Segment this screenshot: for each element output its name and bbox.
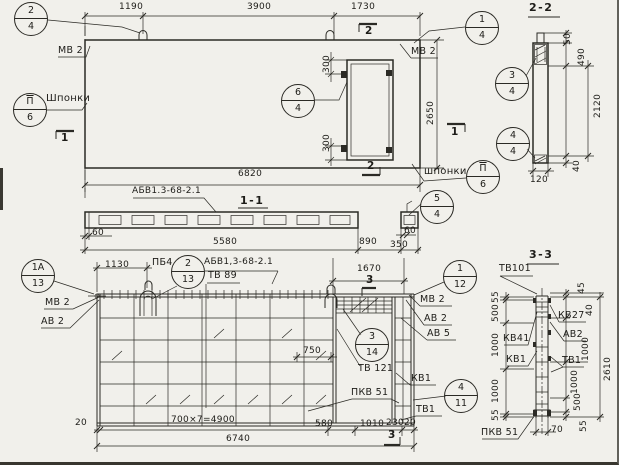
balloon-4-11-pos: 4: [445, 380, 477, 396]
dim-2610: 2610: [603, 356, 613, 381]
label-kv1-33: КВ1: [506, 354, 527, 365]
dim-33-right-1000a: 1000: [581, 336, 591, 361]
dim-6820: 6820: [238, 169, 263, 179]
balloon-6-4-sheet: 4: [294, 103, 302, 114]
balloon-3-14: [355, 328, 389, 362]
balloon-6-4: [281, 84, 315, 118]
balloon-1-4: [465, 11, 499, 45]
dim-120: 120: [530, 175, 549, 185]
balloon-p-6-left-pos: П: [14, 94, 46, 110]
dim-230: 230: [386, 418, 405, 428]
label-tv1-plan: ТВ1: [416, 404, 436, 415]
balloon-1-12-sheet: 12: [453, 279, 467, 290]
balloon-1a-13: [21, 259, 55, 293]
balloon-3-14-sheet: 14: [365, 347, 379, 358]
dim-3900: 3900: [247, 2, 272, 12]
label-kv27: КВ27: [558, 310, 585, 321]
balloon-1a-13-sheet: 13: [31, 278, 45, 289]
label-av2-plan-right: АВ 2: [424, 313, 448, 324]
section-mark-2-bottom: 2: [367, 160, 375, 172]
balloon-2-13-sheet: 13: [181, 274, 195, 285]
balloon-6-4-pos: 6: [282, 85, 314, 101]
balloon-p-6-left: [13, 93, 47, 127]
section-1-1-title: 1-1: [240, 194, 265, 207]
label-tv121: ТВ 121: [358, 363, 394, 374]
dim-2120: 2120: [593, 93, 603, 118]
dim-1190: 1190: [119, 2, 144, 12]
section-2-2-title: 2-2: [529, 1, 554, 14]
dim-1670: 1670: [357, 264, 382, 274]
balloon-4-4-pos: 4: [497, 128, 529, 144]
balloon-3-4-sheet: 4: [508, 86, 516, 97]
dim-40: 40: [572, 159, 582, 172]
balloon-5-4-pos: 5: [421, 191, 453, 207]
dim-4900: 700×7=4900: [171, 415, 235, 425]
dim-33-right-500: 500: [573, 392, 583, 411]
dim-33-left-1000a: 1000: [491, 332, 501, 357]
balloon-p-6-right: [466, 160, 500, 194]
balloon-2-13-pos: 2: [172, 256, 204, 272]
balloon-2-4-sheet: 4: [27, 21, 35, 32]
label-pkv51-plan: ПКВ 51: [351, 387, 389, 398]
dim-350: 350: [390, 240, 409, 250]
dim-60-right: 60: [404, 226, 417, 236]
label-mv2-left: МВ 2: [58, 45, 83, 56]
balloon-p-6-left-sheet: 6: [26, 112, 34, 123]
label-tv1-33: ТВ1: [562, 355, 582, 366]
dim-33-right-45: 45: [577, 281, 587, 294]
section-2-2: [526, 17, 594, 177]
balloon-1-12-pos: 1: [444, 261, 476, 277]
balloon-4-11-sheet: 11: [454, 398, 468, 409]
balloon-1-4-sheet: 4: [478, 30, 486, 41]
label-mv2-plan-right: МВ 2: [420, 294, 445, 305]
balloon-2-4-pos: 2: [15, 3, 47, 19]
label-tv101: ТВ101: [499, 263, 531, 274]
dim-1010: 1010: [360, 419, 385, 429]
dim-60-left: 60: [92, 228, 105, 238]
label-av2-plan-left: АВ 2: [41, 316, 65, 327]
balloon-4-11: [444, 379, 478, 413]
label-tv89: ТВ 89: [208, 270, 237, 281]
dim-300-bottom: 300: [322, 133, 332, 152]
label-pkv51-33: ПКВ 51: [481, 427, 519, 438]
balloon-3-4-pos: 3: [496, 68, 528, 84]
section-mark-1-left: 1: [61, 132, 69, 144]
label-mv2-right: МВ 2: [411, 46, 436, 57]
dim-300-top: 300: [322, 54, 332, 73]
dim-1730: 1730: [351, 2, 376, 12]
section-mark-3-bottom: 3: [388, 429, 396, 441]
section-mark-3-top: 3: [366, 274, 374, 286]
dim-70: 70: [551, 425, 564, 435]
dim-890: 890: [359, 237, 378, 247]
balloon-p-6-right-sheet: 6: [479, 179, 487, 190]
label-shponki-right: шпонки: [424, 166, 467, 177]
balloon-5-4: [420, 190, 454, 224]
dim-33-right-1000b: 1000: [570, 369, 580, 394]
label-av5: АВ 5: [427, 328, 451, 339]
balloon-3-14-pos: 3: [356, 329, 388, 345]
dim-2650: 2650: [426, 100, 436, 125]
label-product-code-plan: АБВ1,3-68-2.1: [204, 257, 273, 267]
balloon-3-4: [495, 67, 529, 101]
balloon-5-4-sheet: 4: [433, 209, 441, 220]
balloon-4-4: [496, 127, 530, 161]
dim-33-left-1000b: 1000: [491, 378, 501, 403]
balloon-4-4-sheet: 4: [509, 146, 517, 157]
dim-33-left-500: 500: [491, 303, 501, 322]
balloon-1-12: [443, 260, 477, 294]
label-product-code-top: АБВ1.3-68-2.1: [132, 186, 201, 196]
label-kv1-plan: КВ1: [411, 373, 432, 384]
dim-750: 750: [303, 346, 322, 356]
label-pb4: ПБ4: [152, 257, 173, 268]
section-mark-2-top: 2: [365, 25, 373, 37]
label-shponki-left: Шпонки: [46, 93, 91, 104]
dim-33-right-55: 55: [579, 419, 589, 432]
dim-20-right: 20: [404, 418, 417, 428]
dim-580: 580: [315, 419, 334, 429]
label-mv2-plan-left: МВ 2: [45, 297, 70, 308]
label-av2-33: АВ2: [563, 329, 583, 340]
dim-6740: 6740: [226, 434, 251, 444]
dim-20-left: 20: [75, 418, 88, 428]
section-mark-1-right: 1: [451, 126, 459, 138]
dim-490: 490: [577, 47, 587, 66]
dim-33-left-55b: 55: [491, 408, 501, 421]
section-3-3-title: 3-3: [529, 248, 554, 261]
balloon-1a-13-pos: 1А: [22, 260, 54, 276]
dim-33-left-55a: 55: [491, 290, 501, 303]
balloon-p-6-right-pos: П: [467, 161, 499, 177]
dim-5580: 5580: [213, 237, 238, 247]
dim-33-right-40: 40: [585, 303, 595, 316]
dim-50: 50: [563, 32, 573, 45]
label-kv41: КВ41: [503, 333, 530, 344]
balloon-2-4: [14, 2, 48, 36]
balloon-2-13: [171, 255, 205, 289]
dim-1130: 1130: [105, 260, 130, 270]
balloon-1-4-pos: 1: [466, 12, 498, 28]
